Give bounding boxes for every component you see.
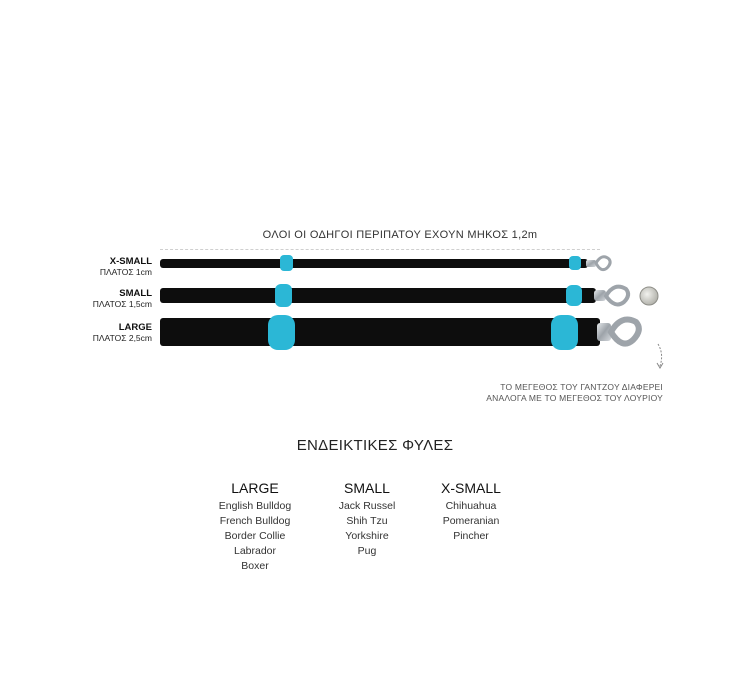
small-hook-clip [566, 285, 582, 306]
small-strap [160, 288, 596, 303]
breeds-column-large [200, 480, 310, 574]
column-heading: X-SMALL [441, 480, 501, 496]
xsmall-width: ΠΛΑΤΟΣ 1cm [99, 267, 152, 277]
hook-note-line1: ΤΟ ΜΕΓΕΘΟΣ ΤΟΥ ΓΑΝΤΖΟΥ ΔΙΑΦΕΡΕΙ [500, 382, 663, 392]
large-strap [160, 318, 600, 346]
xsmall-snap-hook [596, 257, 610, 270]
small-handle-clip [275, 284, 292, 307]
breeds-column-xsmall [416, 480, 526, 544]
list-item: Pincher [453, 530, 489, 542]
small-width: ΠΛΑΤΟΣ 1,5cm [92, 299, 152, 309]
xsmall-size: X-SMALL [109, 256, 152, 267]
list-item: English Bulldog [218, 500, 292, 512]
large-width: ΠΛΑΤΟΣ 2,5cm [92, 333, 152, 343]
list-item: Pomeranian [442, 515, 500, 527]
xsmall-handle-clip [280, 255, 293, 271]
list-item: Yorkshire [345, 530, 389, 542]
large-hook-clip [551, 315, 578, 350]
xsmall-hook-clip [569, 256, 581, 270]
list-item: Border Collie [224, 530, 286, 542]
list-item: Shih Tzu [346, 515, 388, 527]
list-item: Labrador [233, 545, 277, 557]
length-note: ΟΛΟΙ ΟΙ ΟΔΗΓΟΙ ΠΕΡΙΠΑΤΟΥ ΕΧΟΥΝ ΜΗΚΟΣ 1,2m [262, 229, 538, 241]
column-heading: LARGE [231, 480, 279, 496]
list-item: French Bulldog [219, 515, 291, 527]
small-size: SMALL [119, 288, 152, 299]
large-handle-clip [268, 315, 295, 350]
list-item: Pug [357, 545, 377, 557]
column-heading: SMALL [344, 480, 390, 496]
list-item: Jack Russel [338, 500, 396, 512]
xsmall-strap [160, 259, 588, 268]
list-item: Chihuahua [445, 500, 497, 512]
large-snap-hook [611, 320, 639, 344]
hook-size-note [470, 382, 663, 404]
large-leash [160, 315, 639, 350]
large-size: LARGE [118, 322, 152, 333]
xsmall-swivel [586, 260, 596, 267]
curved-arrow-icon [658, 344, 662, 366]
list-item: Boxer [241, 560, 269, 572]
breeds-title: ΕΝΔΕΙΚΤΙΚΕΣ ΦΥΛΕΣ [296, 437, 454, 454]
xsmall-leash [160, 255, 610, 271]
breeds-column-small [312, 480, 422, 559]
small-snap-hook [606, 287, 628, 305]
hook-note-line2: ΑΝΑΛΟΓΑ ΜΕ ΤΟ ΜΕΓΕΘΟΣ ΤΟΥ ΛΟΥΡΙΟΥ [486, 393, 663, 403]
coin-icon [640, 287, 658, 305]
small-leash [160, 284, 658, 307]
